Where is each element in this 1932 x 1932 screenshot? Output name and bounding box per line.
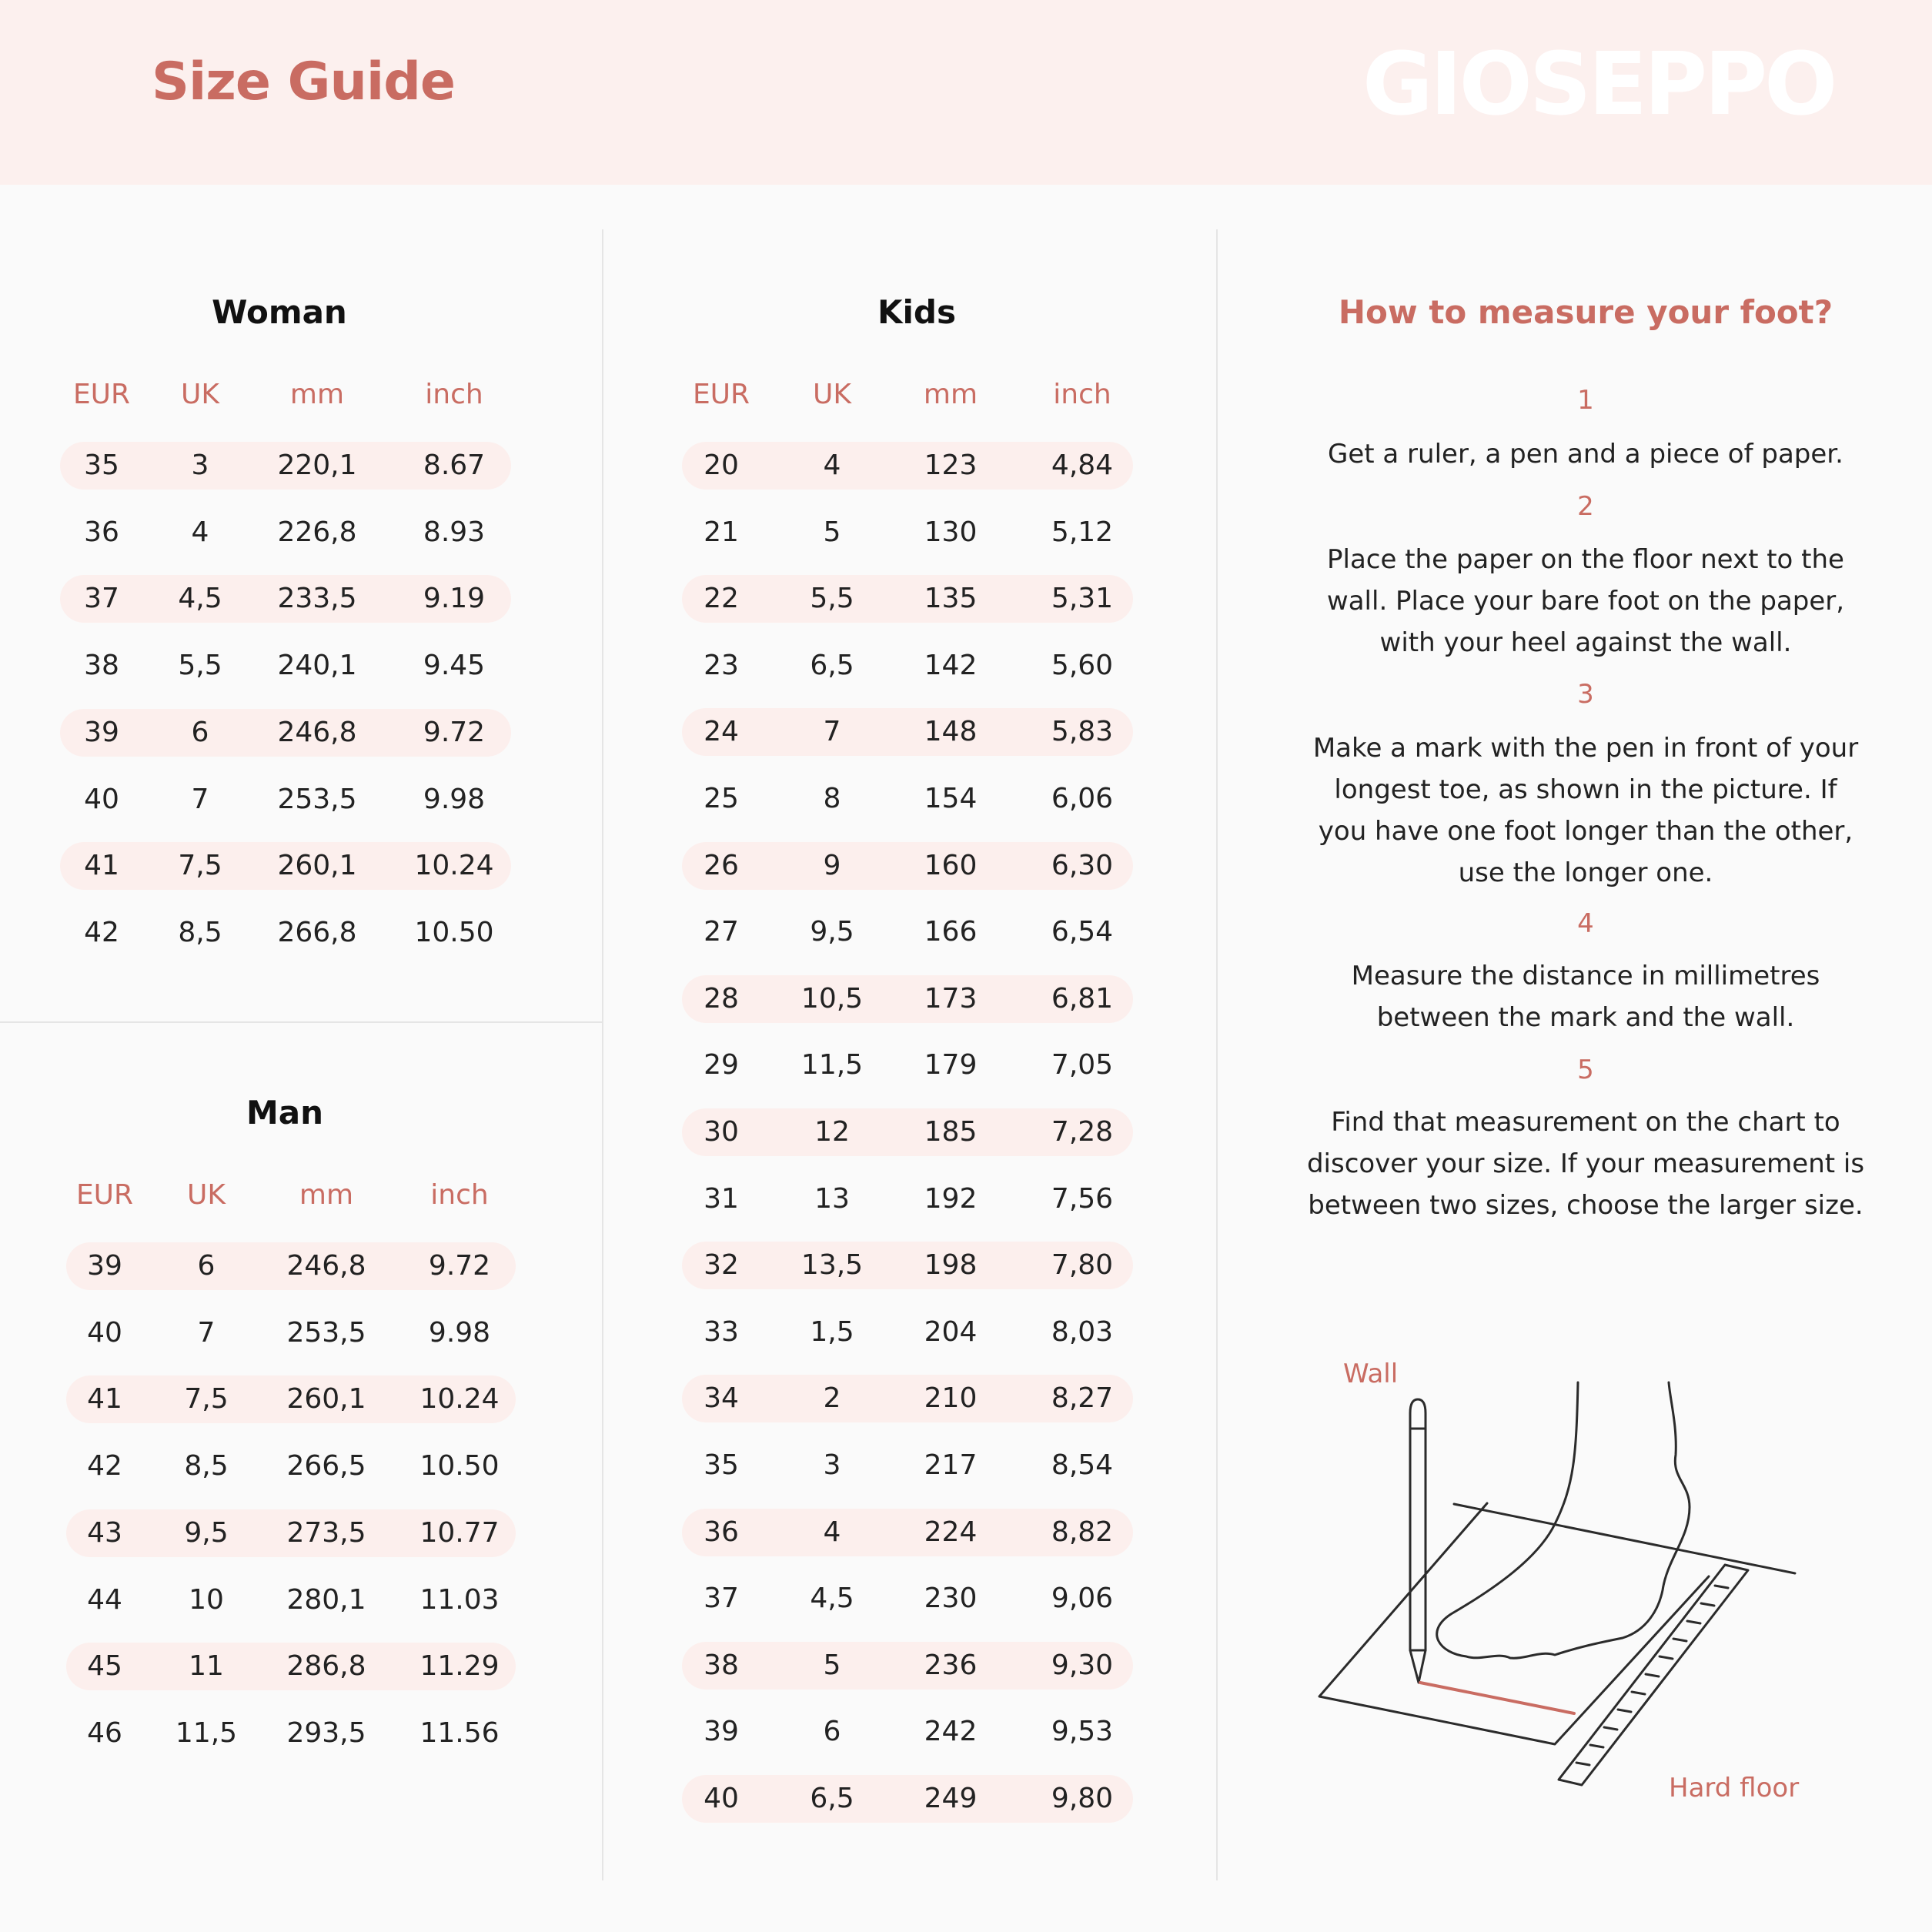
- step-text-line: wall. Place your bare foot on the paper,: [1326, 586, 1845, 617]
- woman-cell-eur: 40: [84, 783, 119, 815]
- kids-cell-mm: 166: [924, 916, 978, 948]
- woman-col-header-uk: UK: [181, 379, 219, 410]
- man-cell-inch: 9.98: [428, 1316, 491, 1349]
- kids-cell-eur: 21: [704, 516, 739, 548]
- man-cell-eur: 44: [87, 1583, 122, 1616]
- kids-cell-uk: 12: [814, 1116, 850, 1148]
- kids-cell-mm: 236: [924, 1649, 978, 1681]
- woman-cell-mm: 220,1: [277, 450, 357, 481]
- kids-cell-mm: 210: [924, 1382, 978, 1415]
- woman-cell-inch: 9.19: [423, 583, 486, 615]
- man-cell-inch: 10.24: [419, 1383, 500, 1416]
- kids-cell-eur: 24: [704, 716, 739, 748]
- kids-cell-inch: 7,80: [1051, 1249, 1114, 1282]
- step-number: 5: [1577, 1055, 1594, 1085]
- woman-cell-eur: 38: [84, 650, 119, 682]
- kids-cell-inch: 6,81: [1051, 982, 1114, 1014]
- kids-cell-uk: 3: [823, 1449, 841, 1481]
- man-col-header-mm: mm: [299, 1179, 354, 1211]
- kids-cell-mm: 185: [924, 1116, 978, 1148]
- kids-cell-inch: 6,06: [1051, 783, 1114, 814]
- man-cell-uk: 7,5: [184, 1383, 229, 1416]
- step-number: 1: [1577, 385, 1594, 416]
- kids-cell-mm: 135: [924, 583, 978, 615]
- divider-right: [1216, 229, 1218, 1880]
- kids-cell-uk: 8: [823, 783, 841, 814]
- step-text-line: Get a ruler, a pen and a piece of paper.: [1328, 439, 1843, 470]
- man-cell-uk: 11,5: [175, 1716, 238, 1749]
- kids-cell-mm: 198: [924, 1249, 978, 1282]
- divider-left: [602, 229, 603, 1880]
- kids-cell-eur: 30: [704, 1116, 739, 1148]
- kids-col-header-mm: mm: [923, 379, 978, 410]
- woman-cell-mm: 260,1: [277, 850, 357, 882]
- step-text-line: with your heel against the wall.: [1379, 627, 1792, 658]
- step-text: [1301, 727, 1870, 894]
- step-text: [1301, 955, 1870, 1038]
- kids-cell-inch: 9,53: [1051, 1716, 1114, 1748]
- kids-col-header-eur: EUR: [692, 379, 750, 410]
- step-text-line: discover your size. If your measurement is: [1306, 1148, 1865, 1179]
- kids-cell-eur: 38: [704, 1649, 739, 1681]
- man-cell-inch: 11.29: [419, 1650, 500, 1683]
- kids-cell-eur: 35: [704, 1449, 739, 1481]
- kids-cell-eur: 27: [704, 916, 739, 948]
- man-cell-eur: 42: [87, 1450, 122, 1482]
- man-cell-inch: 11.56: [419, 1716, 500, 1749]
- floor-label: Hard floor: [1669, 1773, 1800, 1803]
- wall-line: [1454, 1504, 1795, 1573]
- step-number: 2: [1577, 491, 1594, 522]
- kids-cell-uk: 4: [823, 450, 841, 481]
- man-cell-uk: 6: [197, 1250, 216, 1282]
- kids-cell-uk: 1,5: [810, 1315, 854, 1348]
- woman-cell-inch: 9.98: [423, 783, 486, 815]
- step-text-line: between two sizes, choose the larger size.: [1308, 1190, 1863, 1221]
- step-text-line: longest toe, as shown in the picture. If: [1334, 774, 1837, 805]
- kids-cell-inch: 5,60: [1051, 649, 1114, 681]
- kids-cell-eur: 36: [704, 1516, 739, 1548]
- kids-cell-eur: 39: [704, 1716, 739, 1748]
- man-cell-mm: 253,5: [286, 1316, 366, 1349]
- kids-cell-inch: 5,31: [1051, 583, 1114, 615]
- woman-cell-mm: 240,1: [277, 650, 357, 682]
- kids-cell-inch: 4,84: [1051, 450, 1114, 481]
- kids-cell-eur: 32: [704, 1249, 739, 1282]
- man-cell-inch: 9.72: [428, 1250, 491, 1282]
- kids-cell-mm: 204: [924, 1315, 978, 1348]
- step-text-line: Make a mark with the pen in front of your: [1312, 733, 1859, 764]
- man-col-header-uk: UK: [187, 1179, 226, 1211]
- woman-col-header-eur: EUR: [72, 379, 131, 410]
- man-cell-mm: 293,5: [286, 1716, 366, 1749]
- kids-cell-eur: 40: [704, 1783, 739, 1814]
- man-cell-mm: 286,8: [286, 1650, 366, 1683]
- step-text-line: between the mark and the wall.: [1376, 1002, 1795, 1033]
- kids-cell-mm: 123: [924, 450, 978, 481]
- woman-cell-uk: 5,5: [178, 650, 222, 682]
- woman-cell-eur: 41: [84, 850, 119, 882]
- step-text-line: use the longer one.: [1458, 857, 1713, 888]
- kids-cell-eur: 20: [704, 450, 739, 481]
- kids-cell-mm: 148: [924, 716, 978, 748]
- page-title: Size Guide: [152, 52, 455, 112]
- woman-cell-uk: 7: [191, 783, 209, 815]
- man-cell-uk: 7: [197, 1316, 216, 1349]
- man-cell-uk: 9,5: [184, 1516, 229, 1549]
- pencil: [1410, 1399, 1426, 1683]
- brand-logo: GIOSEPPO: [1362, 35, 1835, 135]
- woman-cell-mm: 253,5: [277, 783, 357, 815]
- woman-cell-inch: 8.93: [423, 516, 486, 548]
- kids-cell-uk: 9,5: [810, 916, 854, 948]
- man-cell-eur: 39: [87, 1250, 122, 1282]
- woman-cell-mm: 226,8: [277, 516, 357, 548]
- wall-label: Wall: [1343, 1359, 1399, 1389]
- man-cell-mm: 246,8: [286, 1250, 366, 1282]
- kids-cell-inch: 7,28: [1051, 1116, 1114, 1148]
- man-cell-eur: 41: [87, 1383, 122, 1416]
- kids-cell-uk: 6: [823, 1716, 841, 1748]
- howto-title: How to measure your foot?: [1338, 293, 1833, 331]
- kids-cell-mm: 249: [924, 1783, 978, 1814]
- step-number: 4: [1577, 908, 1594, 939]
- kids-cell-mm: 179: [924, 1049, 978, 1081]
- kids-cell-eur: 31: [704, 1182, 739, 1215]
- kids-cell-eur: 22: [704, 583, 739, 615]
- kids-cell-inch: 6,30: [1051, 849, 1114, 881]
- woman-cell-uk: 8,5: [178, 916, 222, 948]
- man-cell-mm: 273,5: [286, 1516, 366, 1549]
- kids-cell-eur: 23: [704, 649, 739, 681]
- kids-cell-uk: 10,5: [801, 982, 864, 1014]
- step-text-line: Find that measurement on the chart to: [1331, 1107, 1840, 1138]
- kids-cell-inch: 8,82: [1051, 1516, 1114, 1548]
- ruler-ticks: [1576, 1586, 1728, 1765]
- kids-table-title: Kids: [877, 293, 956, 331]
- kids-cell-eur: 26: [704, 849, 739, 881]
- divider-woman-man: [0, 1021, 603, 1023]
- kids-cell-mm: 192: [924, 1182, 978, 1215]
- man-cell-eur: 40: [87, 1316, 122, 1349]
- man-cell-inch: 10.50: [419, 1450, 500, 1482]
- kids-cell-inch: 8,54: [1051, 1449, 1114, 1481]
- man-cell-inch: 11.03: [419, 1583, 500, 1616]
- kids-cell-uk: 4: [823, 1516, 841, 1548]
- kids-cell-uk: 9: [823, 849, 841, 881]
- kids-cell-eur: 37: [704, 1583, 739, 1615]
- kids-cell-eur: 25: [704, 783, 739, 814]
- kids-cell-eur: 33: [704, 1315, 739, 1348]
- measurement-line: [1420, 1683, 1574, 1713]
- kids-cell-eur: 28: [704, 982, 739, 1014]
- kids-cell-uk: 5: [823, 1649, 841, 1681]
- kids-cell-uk: 4,5: [810, 1583, 854, 1615]
- kids-cell-uk: 5: [823, 516, 841, 548]
- foot-measure-illustration: [1309, 1339, 1817, 1801]
- man-cell-eur: 43: [87, 1516, 122, 1549]
- woman-cell-mm: 233,5: [277, 583, 357, 615]
- woman-cell-mm: 266,8: [277, 916, 357, 948]
- kids-cell-inch: 9,06: [1051, 1583, 1114, 1615]
- kids-cell-mm: 224: [924, 1516, 978, 1548]
- woman-cell-eur: 35: [84, 450, 119, 481]
- kids-cell-mm: 230: [924, 1583, 978, 1615]
- kids-cell-inch: 5,12: [1051, 516, 1114, 548]
- kids-cell-uk: 7: [823, 716, 841, 748]
- step-text-line: Place the paper on the floor next to the: [1327, 544, 1844, 575]
- man-cell-uk: 10: [189, 1583, 224, 1616]
- woman-col-header-mm: mm: [289, 379, 345, 410]
- kids-cell-mm: 130: [924, 516, 978, 548]
- man-col-header-inch: inch: [430, 1179, 489, 1211]
- kids-cell-uk: 6,5: [810, 1783, 854, 1814]
- woman-cell-uk: 4,5: [178, 583, 222, 615]
- kids-cell-mm: 154: [924, 783, 978, 814]
- man-cell-uk: 11: [189, 1650, 224, 1683]
- kids-cell-inch: 8,03: [1051, 1315, 1114, 1348]
- kids-cell-uk: 13,5: [801, 1249, 864, 1282]
- woman-cell-eur: 42: [84, 916, 119, 948]
- step-text: [1301, 539, 1870, 663]
- kids-cell-mm: 173: [924, 982, 978, 1014]
- man-cell-mm: 260,1: [286, 1383, 366, 1416]
- woman-cell-uk: 3: [191, 450, 209, 481]
- kids-cell-inch: 7,05: [1051, 1049, 1114, 1081]
- kids-cell-uk: 6,5: [810, 649, 854, 681]
- woman-cell-eur: 36: [84, 516, 119, 548]
- foot-outline: [1437, 1382, 1690, 1658]
- kids-cell-uk: 13: [814, 1182, 850, 1215]
- kids-cell-inch: 6,54: [1051, 916, 1114, 948]
- woman-cell-eur: 37: [84, 583, 119, 615]
- man-table-title: Man: [246, 1094, 324, 1131]
- kids-cell-eur: 29: [704, 1049, 739, 1081]
- woman-col-header-inch: inch: [425, 379, 483, 410]
- step-text: [1301, 1101, 1870, 1226]
- woman-cell-uk: 6: [191, 716, 209, 748]
- man-col-header-eur: EUR: [75, 1179, 134, 1211]
- kids-cell-inch: 9,30: [1051, 1649, 1114, 1681]
- kids-cell-uk: 2: [823, 1382, 841, 1415]
- kids-cell-inch: 8,27: [1051, 1382, 1114, 1415]
- woman-cell-inch: 10.50: [414, 916, 494, 948]
- step-text: [1301, 433, 1870, 475]
- man-cell-eur: 46: [87, 1716, 122, 1749]
- woman-cell-uk: 4: [191, 516, 209, 548]
- kids-col-header-inch: inch: [1053, 379, 1111, 410]
- kids-col-header-uk: UK: [813, 379, 851, 410]
- paper-sheet: [1319, 1503, 1709, 1744]
- man-cell-mm: 280,1: [286, 1583, 366, 1616]
- kids-cell-eur: 34: [704, 1382, 739, 1415]
- man-cell-inch: 10.77: [419, 1516, 500, 1549]
- kids-cell-inch: 9,80: [1051, 1783, 1114, 1814]
- woman-cell-inch: 9.72: [423, 716, 486, 748]
- woman-cell-uk: 7,5: [178, 850, 222, 882]
- woman-cell-inch: 8.67: [423, 450, 486, 481]
- kids-cell-mm: 160: [924, 849, 978, 881]
- woman-cell-inch: 9.45: [423, 650, 486, 682]
- step-text-line: Measure the distance in millimetres: [1351, 961, 1820, 991]
- woman-cell-eur: 39: [84, 716, 119, 748]
- header-banner: [0, 0, 1932, 185]
- man-cell-eur: 45: [87, 1650, 122, 1683]
- man-cell-mm: 266,5: [286, 1450, 366, 1482]
- kids-cell-uk: 11,5: [801, 1049, 864, 1081]
- step-number: 3: [1577, 679, 1594, 710]
- woman-cell-inch: 10.24: [414, 850, 494, 882]
- kids-cell-inch: 5,83: [1051, 716, 1114, 748]
- kids-cell-mm: 142: [924, 649, 978, 681]
- woman-table-title: Woman: [212, 293, 347, 331]
- kids-cell-uk: 5,5: [810, 583, 854, 615]
- kids-cell-inch: 7,56: [1051, 1182, 1114, 1215]
- kids-cell-mm: 217: [924, 1449, 978, 1481]
- step-text-line: you have one foot longer than the other,: [1318, 816, 1853, 847]
- kids-cell-mm: 242: [924, 1716, 978, 1748]
- man-cell-uk: 8,5: [184, 1450, 229, 1482]
- woman-cell-mm: 246,8: [277, 716, 357, 748]
